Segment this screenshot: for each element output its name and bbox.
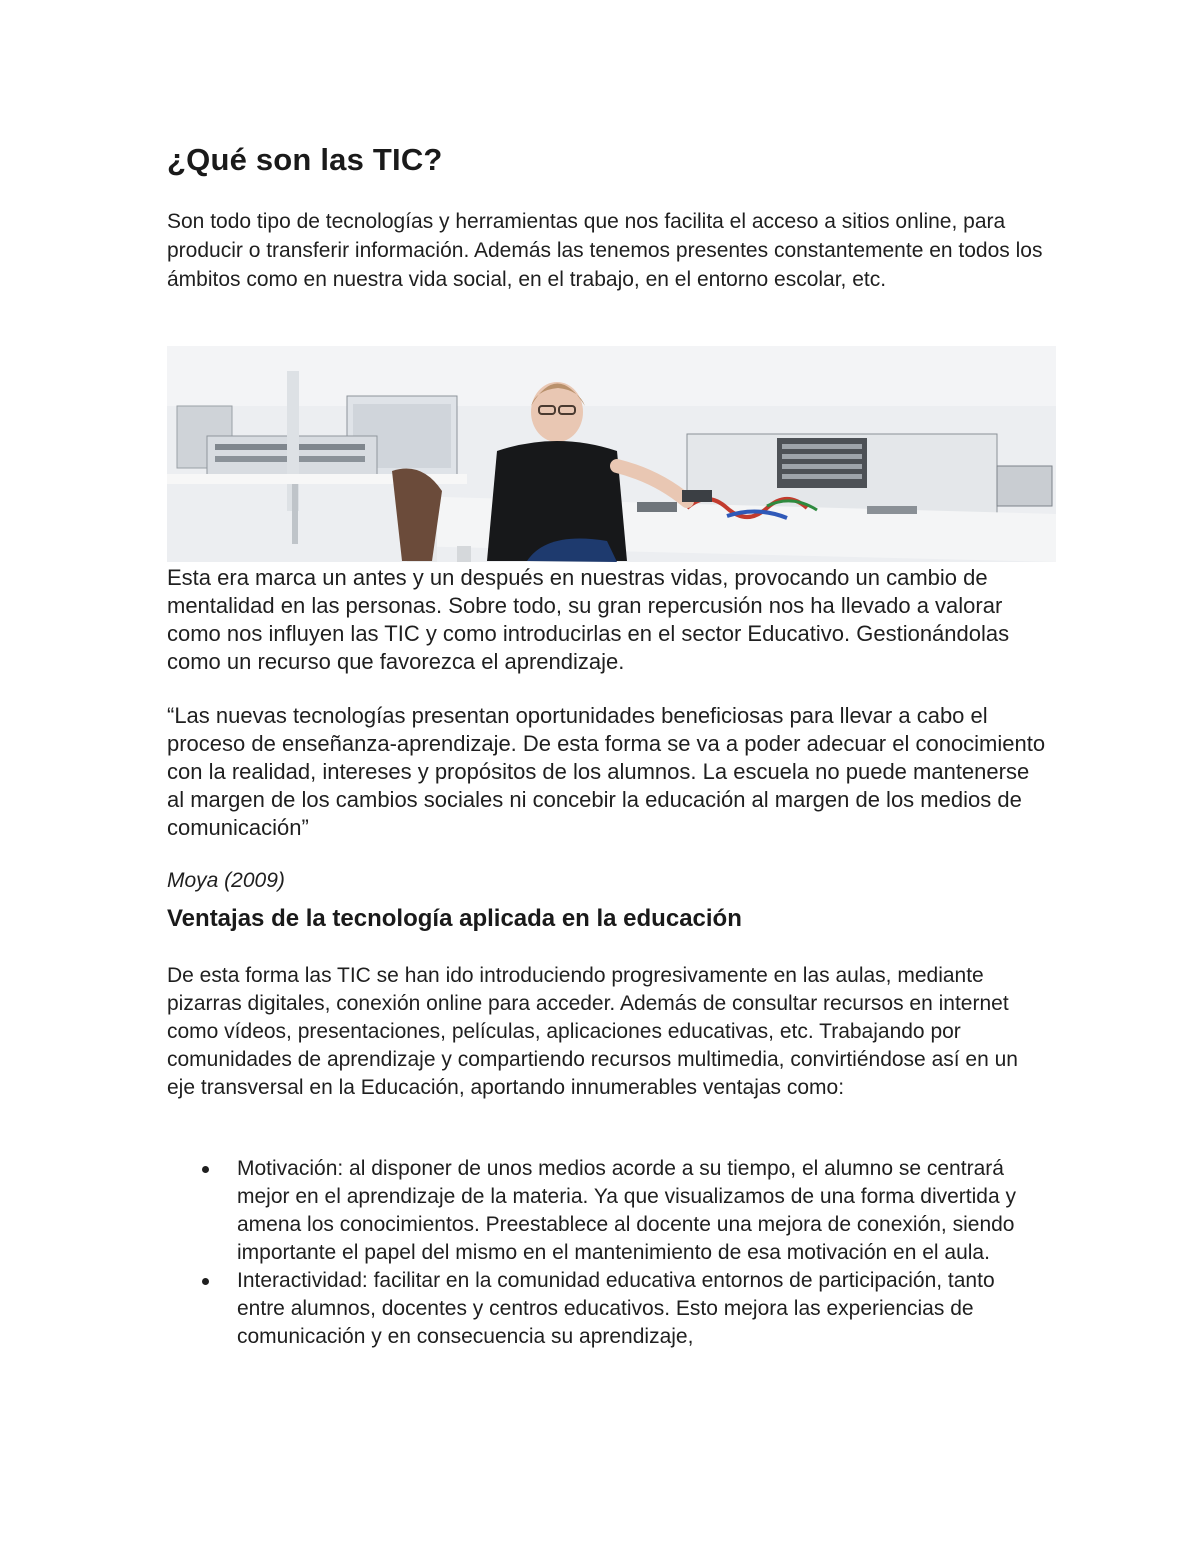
photo-icon bbox=[167, 346, 1056, 562]
ventajas-paragraph: De esta forma las TIC se han ido introduciendo progresivamente en las aulas, mediante pizarras digitales, conexión online para acceder. Además de consultar recursos en internet como vídeos, presentaciones, películas, aplicaciones educativas, etc. Trabajando por comunidades de aprendizaje y compartiendo recursos multimedia, convirtiéndose así en un eje transversal en la Educación, aportando innumerables ventajas como: bbox=[167, 964, 1018, 1099]
quote-paragraph: “Las nuevas tecnologías presentan oportunidades beneficiosas para llevar a cabo el proceso de enseñanza-aprendizaje. De esta forma se va a poder adecuar el conocimiento con la realidad, intereses y propósitos de los alumnos. La escuela no puede mantenerse al margen de los cambios sociales ni concebir la educación al margen de los medios de comunicación” bbox=[167, 703, 1046, 840]
bullet-icon bbox=[202, 1166, 209, 1173]
list-item bbox=[167, 1155, 1047, 1267]
list-item bbox=[167, 1267, 1047, 1351]
lab-photo bbox=[167, 346, 1056, 562]
era-paragraph: Esta era marca un antes y un después en nuestras vidas, provocando un cambio de mentalidad en las personas. Sobre todo, su gran repercusión nos ha llevado a valorar como nos influyen las TIC y como introducirlas en el sector Educativo. Gestionándolas como un recurso que favorezca el aprendizaje. bbox=[167, 565, 1010, 674]
list-item-text: Motivación: al disponer de unos medios acorde a su tiempo, el alumno se centrará mejor en el aprendizaje de la materia. Ya que visualizamos de una forma divertida y amena los conocimientos. Preestablece al docente una mejora de conexión, siendo importante el papel del mismo en el mantenimiento de esa motivación en el aula. bbox=[237, 1157, 1016, 1264]
bullet-icon bbox=[202, 1278, 209, 1285]
intro-paragraph: Son todo tipo de tecnologías y herramientas que nos facilita el acceso a sitios online, para producir o transferir información. Además las tenemos presentes constantemente en todos los ámbitos como en nuestra vida social, en el trabajo, en el entorno escolar, etc. bbox=[167, 210, 1043, 291]
section-heading: Ventajas de la tecnología aplicada en la educación bbox=[167, 905, 742, 932]
list-item-text: Interactividad: facilitar en la comunidad educativa entornos de participación, tanto entre alumnos, docentes y centros educativos. Esto mejora las experiencias de comunicación y en consecuencia su aprendizaje, bbox=[237, 1269, 995, 1348]
page-title: ¿Qué son las TIC? bbox=[167, 142, 443, 177]
quote-author: Moya (2009) bbox=[167, 869, 285, 892]
advantages-list bbox=[167, 1155, 1047, 1351]
